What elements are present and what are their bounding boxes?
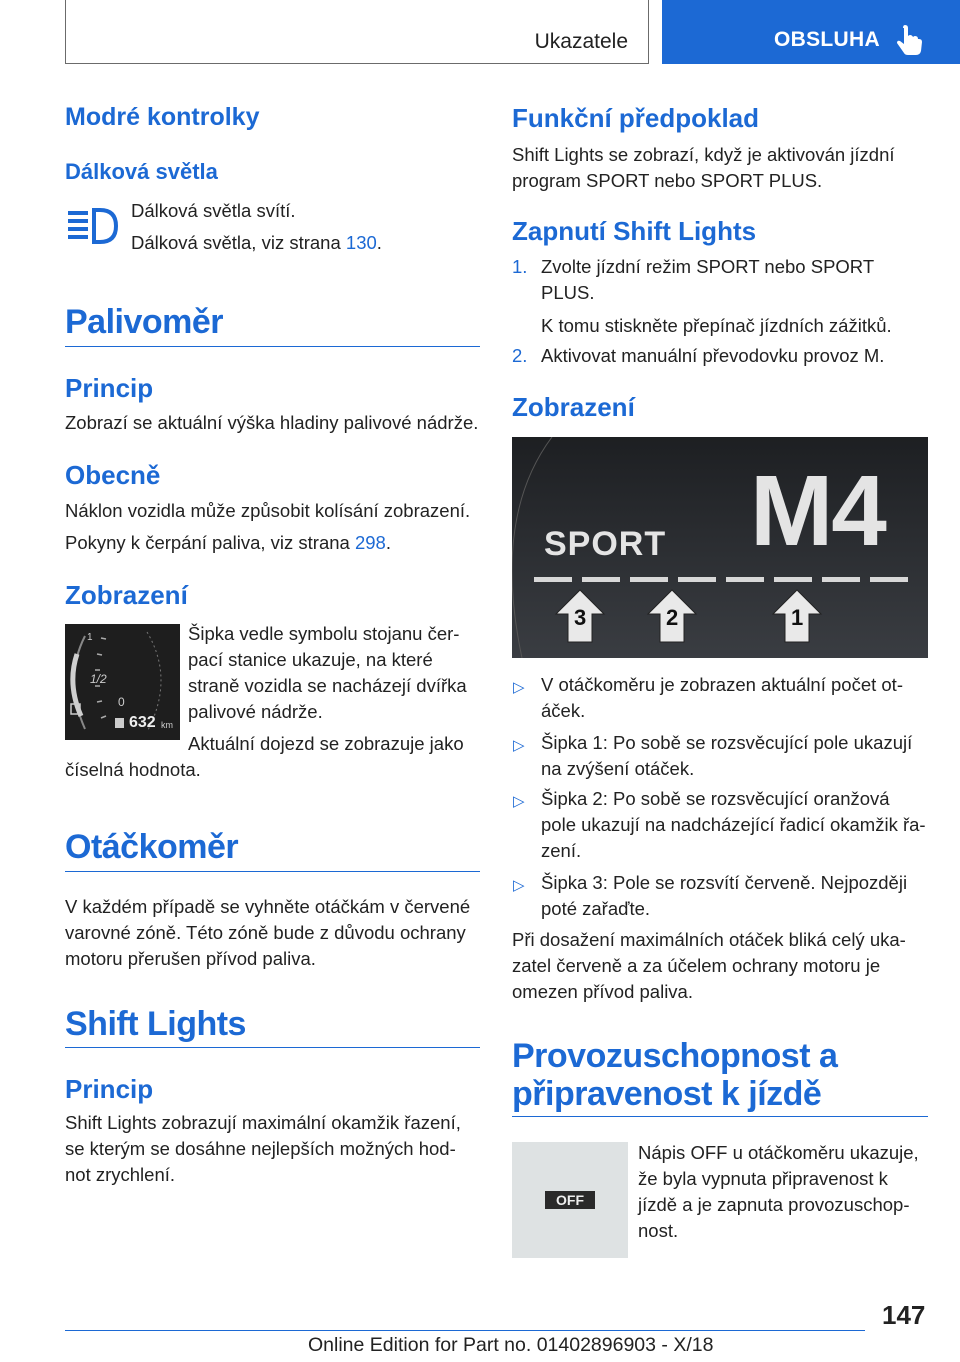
obecne-text-2: Pokyny k čerpání paliva, viz strana 298.	[65, 532, 391, 553]
divider	[65, 1047, 480, 1048]
step-2-line-1: Aktivovat manuální převodovku provoz M.	[541, 345, 885, 366]
page-number: 147	[882, 1300, 926, 1330]
bullet-1-line-2: áček.	[541, 700, 586, 721]
zobrazeni-line-5: Aktuální dojezd se zobrazuje jako	[188, 733, 464, 754]
gauge-full-mark: 1	[87, 632, 93, 643]
range-value: 632	[129, 714, 156, 731]
zobrazeni-right-heading: Zobrazení	[512, 392, 635, 422]
step-1-sub: K tomu stiskněte přepínač jízdních zážitků.	[541, 315, 892, 336]
high-beam-page-link[interactable]: 130	[345, 232, 377, 253]
shift-line-1: Shift Lights zobrazují maximální okamžik řazení,	[65, 1112, 461, 1133]
bullet-2-line-1: Šipka 1: Po sobě se rozsvěcující pole ukazují	[541, 732, 913, 753]
hand-pointer-icon	[892, 24, 926, 58]
bullet-3-line-3: zení.	[541, 840, 582, 861]
zobrazeni-line-6: číselná hodnota.	[65, 759, 201, 780]
zapnuti-heading: Zapnutí Shift Lights	[512, 216, 757, 246]
gauge-half-mark: 1/2	[90, 672, 107, 686]
readiness-line-1: Nápis OFF u otáčkoměru ukazuje,	[638, 1142, 919, 1163]
off-indicator-image	[512, 1142, 628, 1258]
step-1-line-1: Zvolte jízdní režim SPORT nebo SPORT	[541, 256, 875, 277]
max-rpm-line-3: omezen přívod paliva.	[512, 981, 693, 1002]
bullet-3-line-2: pole ukazují na nadcházející řadicí okamžik řa-	[541, 814, 926, 835]
tachometer-heading: Otáčkoměr	[65, 828, 239, 866]
header-section-box	[65, 0, 649, 64]
off-badge: OFF	[545, 1191, 595, 1209]
bullet-icon: ▷	[513, 877, 525, 894]
arrow-2-label: 2	[666, 605, 679, 630]
refuel-page-link[interactable]: 298	[354, 532, 386, 553]
bullet-1-line-1: V otáčkoměru je zobrazen aktuální počet ot-	[541, 674, 903, 695]
readiness-heading-line-2: připravenost k jízdě	[512, 1075, 822, 1113]
high-beam-text-1: Dálková světla svítí.	[131, 200, 296, 221]
zobrazeni-line-1: Šipka vedle symbolu stojanu čer-	[188, 623, 460, 644]
gear-label: M4	[750, 455, 885, 567]
readiness-line-4: nost.	[638, 1220, 679, 1241]
range-unit: km	[161, 720, 173, 730]
tacho-line-3: motoru přerušen přívod paliva.	[65, 948, 316, 969]
divider	[512, 1116, 928, 1117]
divider	[65, 346, 480, 347]
princip-text: Zobrazí se aktuální výška hladiny palivové nádrže.	[65, 412, 479, 433]
bullet-3-line-1: Šipka 2: Po sobě se rozsvěcující oranžová	[541, 788, 890, 809]
arrow-1-label: 1	[791, 605, 804, 630]
zobrazeni-line-2: pací stanice ukazuje, na které	[188, 649, 433, 670]
step-2-number: 2.	[512, 345, 528, 366]
obecne-heading: Obecně	[65, 460, 161, 490]
bullet-icon: ▷	[513, 793, 525, 810]
shift-line-3: not zrychlení.	[65, 1164, 176, 1185]
step-1-number: 1.	[512, 256, 528, 277]
bullet-icon: ▷	[513, 679, 525, 696]
shift-princip-heading: Princip	[65, 1074, 154, 1104]
footer-edition: Online Edition for Part no. 01402896903 - X/18	[308, 1334, 714, 1356]
obecne-text-1: Náklon vozidla může způsobit kolísání zobrazení.	[65, 500, 471, 521]
high-beam-heading: Dálková světla	[65, 159, 218, 184]
funkcni-heading: Funkční předpoklad	[512, 103, 760, 133]
high-beam-text-2: Dálková světla, viz strana 130.	[131, 232, 382, 253]
drive-mode-label: SPORT	[544, 525, 667, 563]
princip-heading: Princip	[65, 373, 154, 403]
zobrazeni-heading: Zobrazení	[65, 580, 188, 610]
arrow-3-label: 3	[574, 605, 587, 630]
readiness-heading-line-1: Provozuschopnost a	[512, 1037, 838, 1075]
bullet-icon: ▷	[513, 737, 525, 754]
shift-lights-image	[512, 437, 928, 658]
zobrazeni-line-4: palivové nádrže.	[188, 701, 323, 722]
bullet-2-line-2: na zvýšení otáček.	[541, 758, 695, 779]
shift-line-2: se kterým se dosáhne nejlepších možných hod-	[65, 1138, 456, 1159]
tacho-line-2: varovné zóně. Této zóně bude z důvodu ochrany	[65, 922, 466, 943]
readiness-line-3: jízdě a je zapnuta provozuschop-	[638, 1194, 910, 1215]
header-section-title: Ukazatele	[534, 30, 628, 53]
header-chapter-label: OBSLUHA	[774, 28, 880, 51]
funkcni-line-1: Shift Lights se zobrazí, když je aktivován jízdní	[512, 144, 895, 165]
footer-divider	[65, 1330, 865, 1331]
tacho-line-1: V každém případě se vyhněte otáčkám v červené	[65, 896, 471, 917]
blue-indicators-heading: Modré kontrolky	[65, 103, 260, 131]
gauge-empty-mark: 0	[118, 695, 125, 709]
bullet-4-line-2: poté zařaďte.	[541, 898, 651, 919]
header-chapter-tab[interactable]	[662, 0, 960, 64]
fuel-gauge-heading: Palivoměr	[65, 303, 224, 341]
readiness-line-2: že byla vypnuta připravenost k	[638, 1168, 888, 1189]
bullet-4-line-1: Šipka 3: Pole se rozsvítí červeně. Nejpozději	[541, 872, 908, 893]
divider	[65, 871, 480, 872]
zobrazeni-line-3: straně vozidla se nacházejí dvířka	[188, 675, 467, 696]
high-beam-icon	[66, 207, 120, 247]
step-1-line-2: PLUS.	[541, 282, 595, 303]
max-rpm-line-2: zatel červeně a za účelem ochrany motoru je	[512, 955, 881, 976]
shift-lights-heading: Shift Lights	[65, 1005, 246, 1043]
fuel-gauge-image	[65, 624, 180, 740]
max-rpm-line-1: Při dosažení maximálních otáček bliká celý uka-	[512, 929, 906, 950]
funkcni-line-2: program SPORT nebo SPORT PLUS.	[512, 170, 823, 191]
